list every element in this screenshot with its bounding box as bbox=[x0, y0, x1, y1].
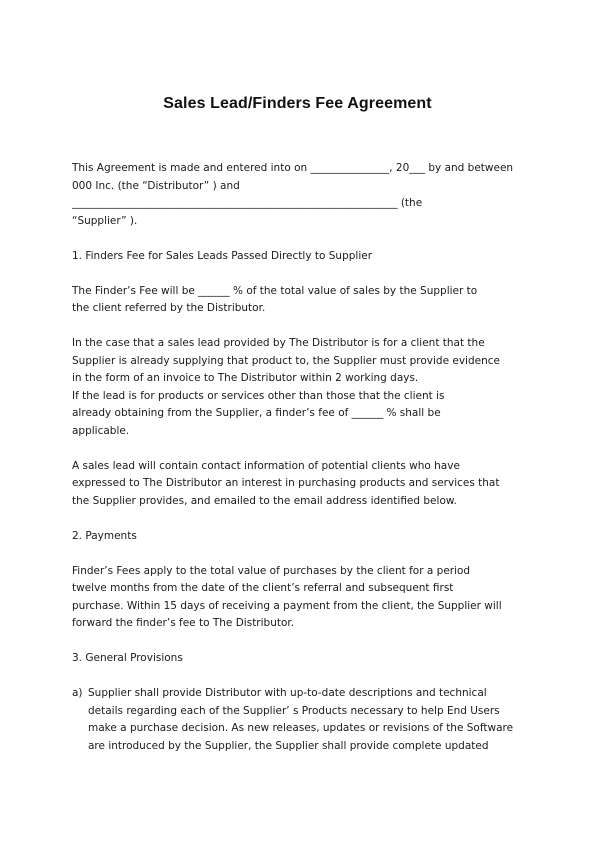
paragraph bbox=[72, 458, 542, 511]
paragraph bbox=[72, 563, 542, 633]
text-line: expressed to The Distributor an interest in purchasing products and services that bbox=[72, 477, 500, 489]
text-line: make a purchase decision. As new releases, updates or revisions of the Software bbox=[88, 722, 514, 734]
spacer bbox=[72, 510, 542, 528]
spacer bbox=[72, 230, 542, 248]
text-line: details regarding each of the Supplier’ s Products necessary to help End Users bbox=[88, 704, 500, 717]
text-line: already obtaining from the Supplier, a finder’s fee of ______ % shall be bbox=[72, 407, 441, 419]
spacer bbox=[72, 265, 542, 283]
paragraph bbox=[72, 283, 542, 318]
text-line: are introduced by the Supplier, the Supplier shall provide complete updated bbox=[88, 739, 489, 752]
document-body bbox=[72, 160, 542, 755]
text-line: If the lead is for products or services other than those that the client is bbox=[72, 389, 445, 402]
text-line: This Agreement is made and entered into on _______________, 20___ by and between bbox=[72, 162, 514, 174]
list-marker: a) bbox=[72, 687, 83, 699]
text-line: 000 Inc. (the “Distributor” ) and bbox=[72, 179, 240, 192]
spacer bbox=[72, 633, 542, 651]
text-line: Supplier is already supplying that product to, the Supplier must provide evidence bbox=[72, 354, 500, 367]
text-line: “Supplier” ). bbox=[72, 214, 138, 227]
spacer bbox=[72, 545, 542, 563]
text-line: purchase. Within 15 days of receiving a payment from the client, the Supplier will bbox=[72, 599, 502, 612]
text-line: in the form of an invoice to The Distributor within 2 working days. bbox=[72, 372, 419, 384]
intro-paragraph bbox=[72, 160, 542, 230]
text-line: A sales lead will contain contact information of potential clients who have bbox=[72, 459, 460, 472]
text-line: The Finder’s Fee will be ______ % of the total value of sales by the Supplier to bbox=[72, 284, 478, 297]
text-line: the client referred by the Distributor. bbox=[72, 302, 266, 314]
section-heading: 1. Finders Fee for Sales Leads Passed Directly to Supplier bbox=[72, 249, 373, 262]
text-line: forward the finder’s fee to The Distributor. bbox=[72, 617, 295, 629]
paragraph bbox=[72, 335, 542, 440]
text-line: applicable. bbox=[72, 424, 130, 437]
document-title: Sales Lead/Finders Fee Agreement bbox=[163, 95, 432, 112]
section-heading: 3. General Provisions bbox=[72, 652, 183, 664]
text-line: In the case that a sales lead provided by The Distributor is for a client that the bbox=[72, 337, 485, 349]
spacer bbox=[72, 668, 542, 686]
list-item bbox=[72, 685, 542, 755]
text-line: ______________________________________________________________ (the bbox=[72, 197, 423, 209]
spacer bbox=[72, 440, 542, 458]
section-heading: 2. Payments bbox=[72, 529, 137, 542]
text-line: twelve months from the date of the client’s referral and subsequent first bbox=[72, 582, 454, 594]
text-line: Supplier shall provide Distributor with up-to-date descriptions and technical bbox=[88, 687, 487, 699]
spacer bbox=[72, 318, 542, 336]
text-line: the Supplier provides, and emailed to the email address identified below. bbox=[72, 494, 457, 507]
text-line: Finder’s Fees apply to the total value of purchases by the client for a period bbox=[72, 564, 471, 577]
